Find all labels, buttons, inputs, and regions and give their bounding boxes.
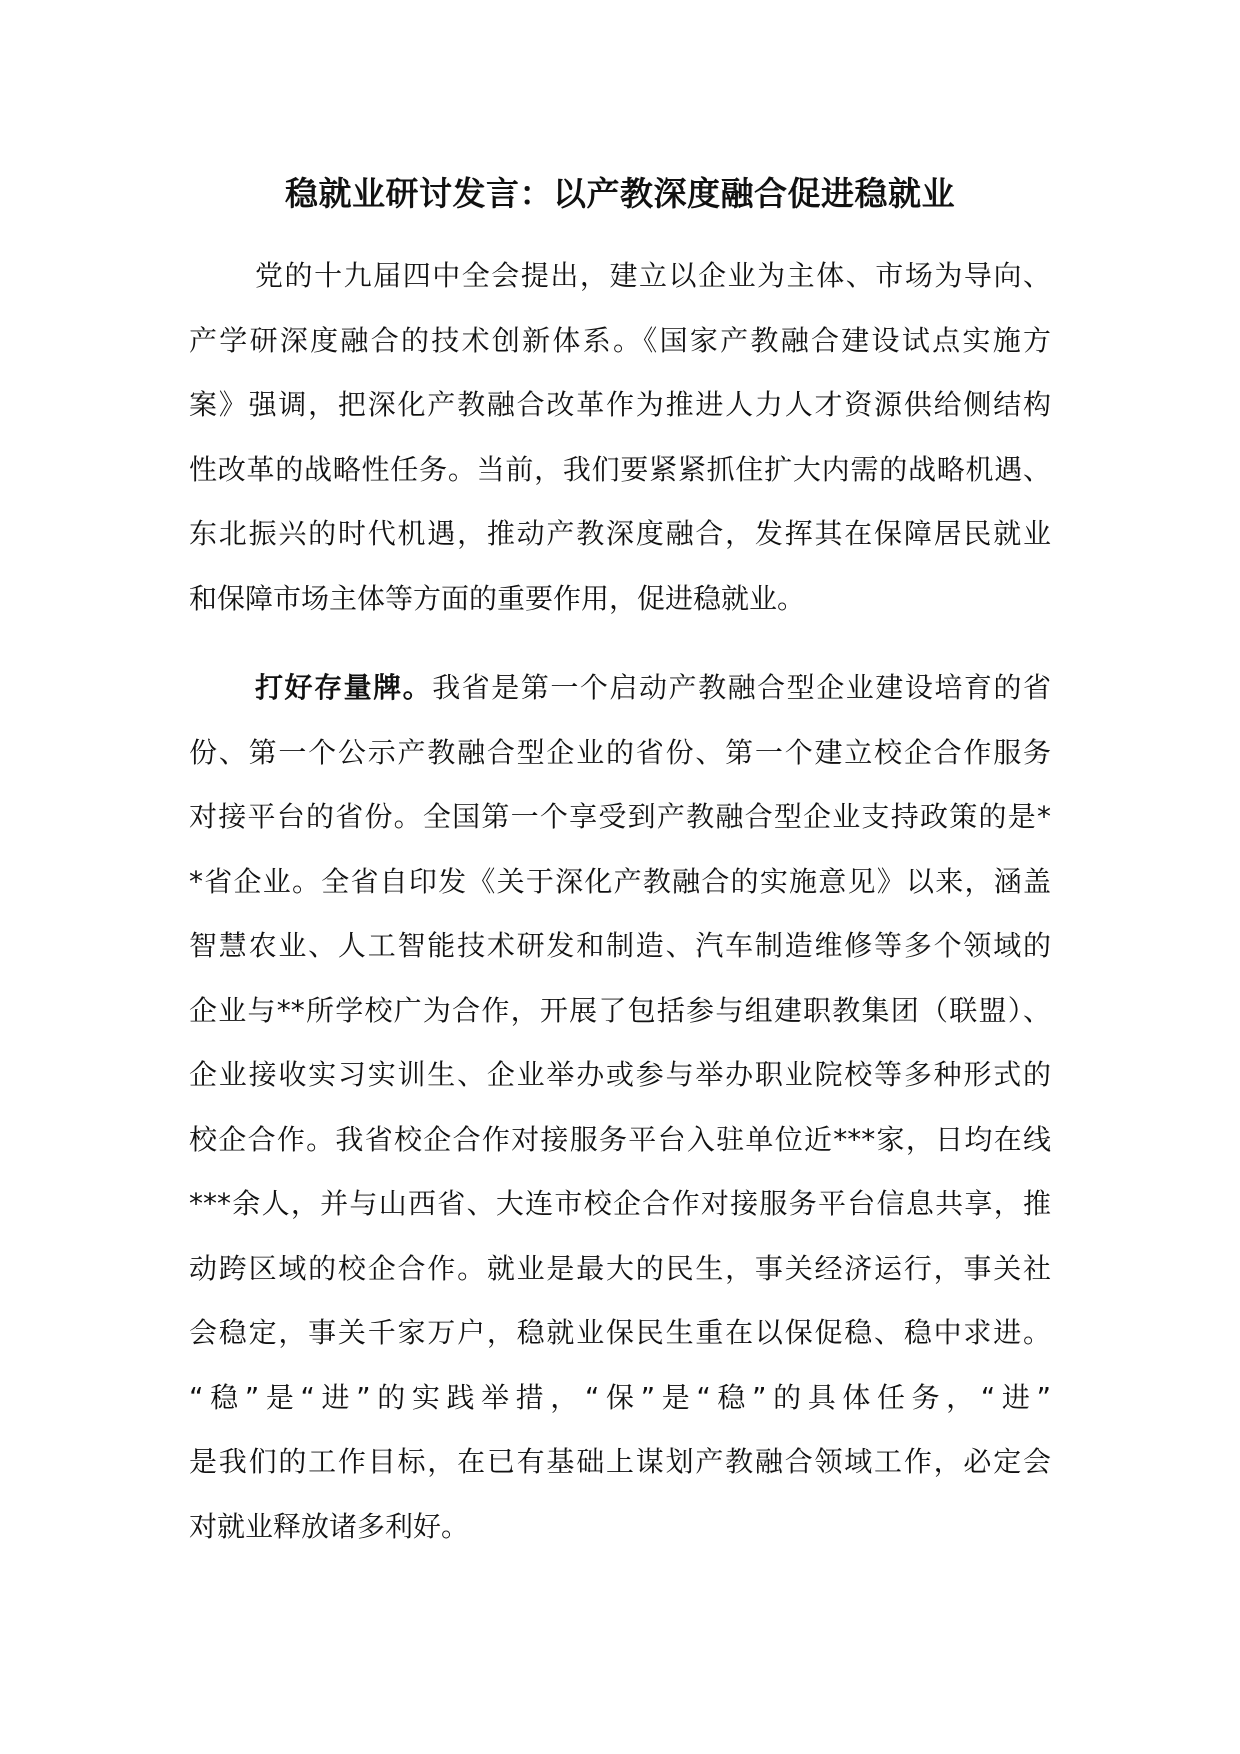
- paragraph-line: 企业接收实习实训生、企业举办或参与举办职业院校等多种形式的: [189, 1058, 1051, 1091]
- paragraph-line: 会稳定，事关千家万户，稳就业保民生重在以保促稳、稳中求进。: [189, 1316, 1051, 1349]
- paragraph-line: 份、第一个公示产教融合型企业的省份、第一个建立校企合作服务: [189, 735, 1051, 769]
- paragraph-line: 智慧农业、人工智能技术研发和制造、汽车制造维修等多个领域的: [189, 929, 1051, 962]
- paragraph-line: 和保障市场主体等方面的重要作用，促进稳就业。: [189, 581, 806, 615]
- paragraph-line: 企业与**所学校广为合作，开展了包括参与组建职教集团（联盟）、: [189, 993, 1051, 1027]
- paragraph-line: 校企合作。我省校企合作对接服务平台入驻单位近***家，日均在线: [189, 1122, 1051, 1156]
- paragraph-line: 产学研深度融合的技术创新体系。《国家产教融合建设试点实施方: [189, 323, 1051, 357]
- paragraph-line: 是我们的工作目标，在已有基础上谋划产教融合领域工作，必定会: [189, 1445, 1051, 1478]
- paragraph-line: 性改革的战略性任务。当前，我们要紧紧抓住扩大内需的战略机遇、: [189, 452, 1051, 486]
- paragraph-line: ***余人，并与山西省、大连市校企合作对接服务平台信息共享，推: [189, 1187, 1051, 1220]
- paragraph-lead-text: 我省是第一个启动产教融合型企业建设培育的省: [432, 671, 1051, 704]
- paragraph-stock: [189, 656, 1051, 1559]
- document-title: 稳就业研讨发言：以产教深度融合促进稳就业: [285, 174, 955, 213]
- paragraph-line: 对接平台的省份。全国第一个享受到产教融合型企业支持政策的是*: [189, 800, 1051, 833]
- paragraph-line: 东北振兴的时代机遇，推动产教深度融合，发挥其在保障居民就业: [189, 517, 1051, 550]
- paragraph-line: 动跨区域的校企合作。就业是最大的民生，事关经济运行，事关社: [189, 1251, 1051, 1285]
- paragraph-intro: [189, 244, 1051, 631]
- paragraph-line: 案》强调，把深化产教融合改革作为推进人力人才资源供给侧结构: [189, 388, 1051, 421]
- paragraph-line: 党的十九届四中全会提出，建立以企业为主体、市场为导向、: [255, 259, 1051, 292]
- paragraph-line: 对就业释放诸多利好。: [189, 1509, 470, 1543]
- paragraph-line: [189, 656, 1051, 721]
- paragraph-line: “稳”是“进”的实践举措，“保”是“稳”的具体任务，“进”: [189, 1380, 1051, 1414]
- paragraph-line: *省企业。全省自印发《关于深化产教融合的实施意见》以来，涵盖: [189, 864, 1051, 898]
- paragraph-lead-heading: 打好存量牌。: [255, 671, 433, 704]
